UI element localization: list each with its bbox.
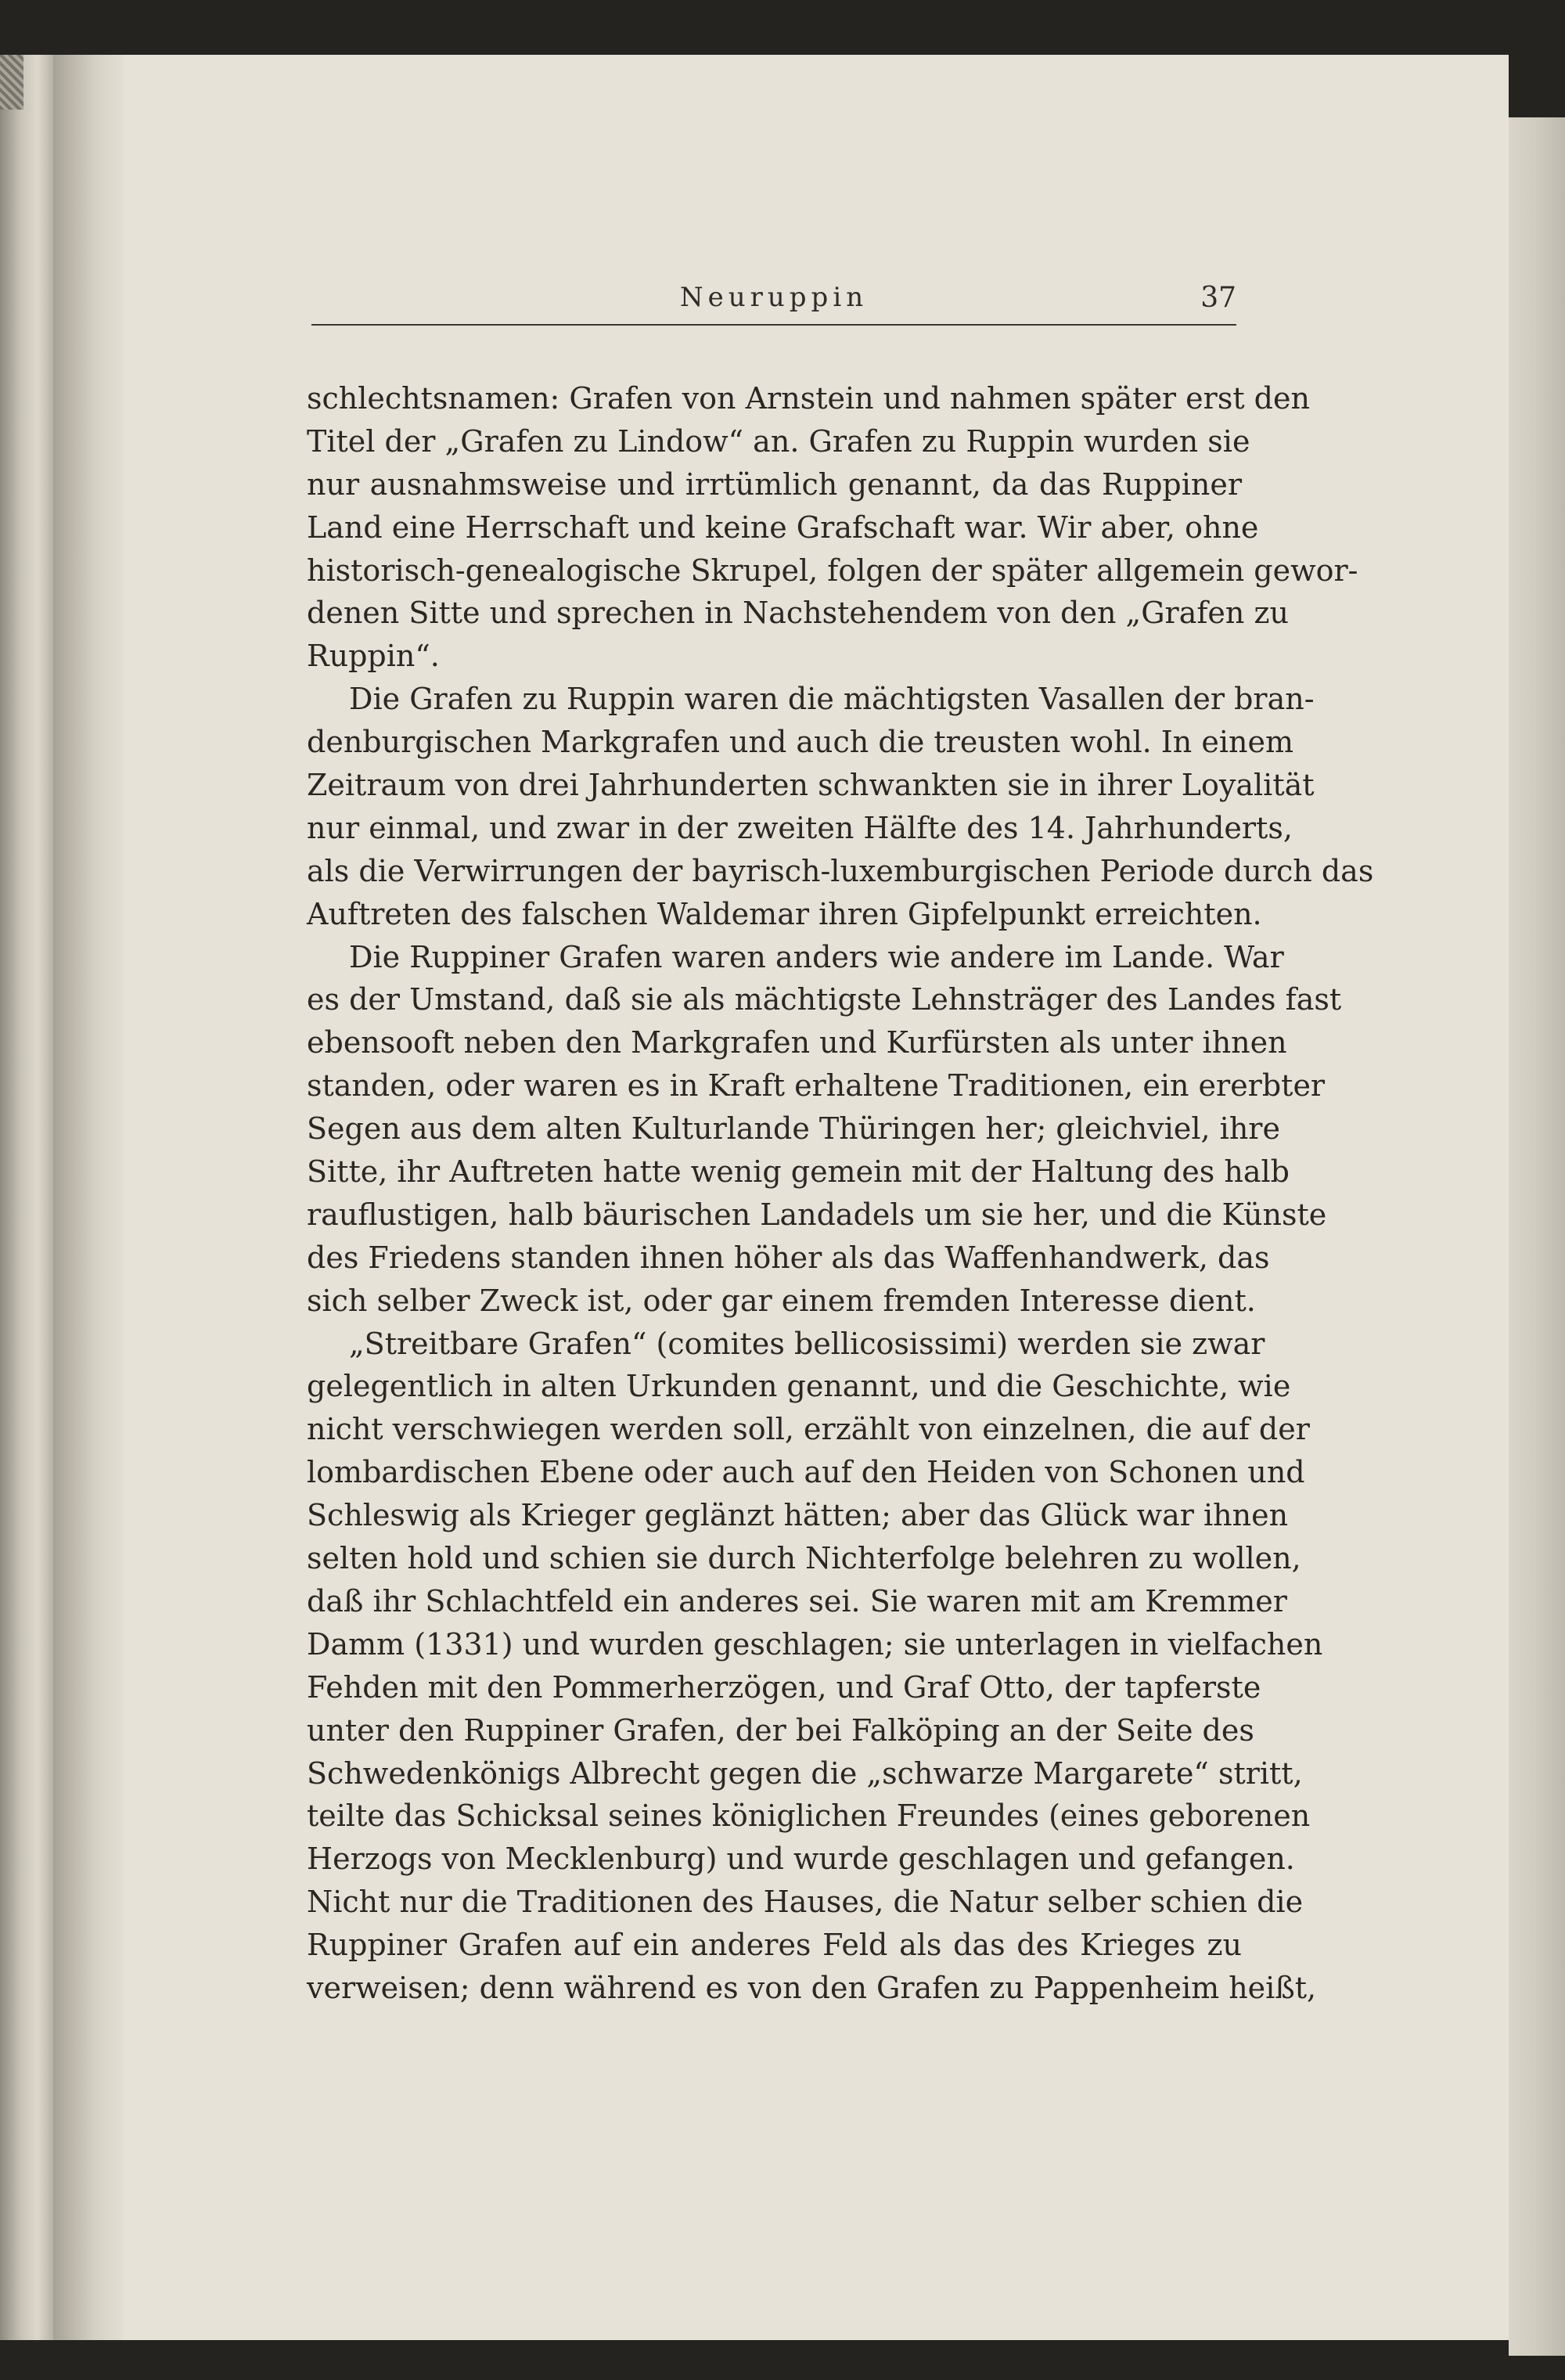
page-number: 37 <box>1200 282 1236 314</box>
text-line: verweisen; denn während es von den Grafen zu Pappenheim heißt, <box>307 1970 1317 2005</box>
text-line: nur einmal, und zwar in der zweiten Hälfte des 14. Jahrhunderts, <box>307 810 1293 845</box>
book-gutter <box>53 55 124 2340</box>
book-cloth-corner <box>0 55 23 110</box>
text-line: Zeitraum von drei Jahrhunderten schwankten sie in ihrer Loyalität <box>307 768 1315 803</box>
text-line: Ruppin“. <box>307 639 440 674</box>
text-line: Die Grafen zu Ruppin waren die mächtigsten Vasallen der bran- <box>349 682 1315 717</box>
text-line: unter den Ruppiner Grafen, der bei Falköping an der Seite des <box>307 1712 1254 1748</box>
text-line: ebensooft neben den Markgrafen und Kurfürsten als unter ihnen <box>307 1025 1287 1060</box>
text-line: denen Sitte und sprechen in Nachstehendem von den „Grafen zu <box>307 596 1289 631</box>
text-line: denburgischen Markgrafen und auch die treusten wohl. In einem <box>307 725 1293 760</box>
text-line: des Friedens standen ihnen höher als das Waffenhandwerk, das <box>307 1240 1270 1275</box>
text-line: selten hold und schien sie durch Nichterfolge belehren zu wollen, <box>307 1541 1301 1576</box>
text-line: Schleswig als Krieger geglänzt hätten; aber das Glück war ihnen <box>307 1498 1289 1533</box>
text-line: nur ausnahmsweise und irrtümlich genannt, da das Ruppiner <box>307 466 1242 502</box>
body-text <box>307 377 1374 2044</box>
text-line: Titel der „Grafen zu Lindow“ an. Grafen zu Ruppin wurden sie <box>307 423 1250 459</box>
text-line: Schwedenkönigs Albrecht gegen die „schwarze Margarete“ stritt, <box>307 1755 1303 1791</box>
text-line: Land eine Herrschaft und keine Grafschaft war. Wir aber, ohne <box>307 509 1259 545</box>
text-line: gelegentlich in alten Urkunden genannt, und die Geschichte, wie <box>307 1369 1291 1404</box>
text-line: Auftreten des falschen Waldemar ihren Gipfelpunkt erreichten. <box>307 896 1262 931</box>
text-line: lombardischen Ebene oder auch auf den Heiden von Schonen und <box>307 1455 1305 1490</box>
text-line: historisch-genealogische Skrupel, folgen der später allgemein gewor- <box>307 553 1358 588</box>
text-line: Nicht nur die Traditionen des Hauses, die Natur selber schien die <box>307 1885 1304 1920</box>
text-line: standen, oder waren es in Kraft erhaltene Traditionen, ein ererbter <box>307 1068 1326 1104</box>
text-line: sich selber Zweck ist, oder gar einem fremden Interesse dient. <box>307 1283 1256 1318</box>
text-line: rauflustigen, halb bäurischen Landadels um sie her, und die Künste <box>307 1197 1327 1232</box>
text-line: nicht verschwiegen werden soll, erzählt von einzelnen, die auf der <box>307 1412 1310 1447</box>
right-page-edge <box>1509 117 1565 2356</box>
text-line: Segen aus dem alten Kulturlande Thüringen her; gleichviel, ihre <box>307 1111 1280 1147</box>
text-line: teilte das Schicksal seines königlichen Freundes (eines geborenen <box>307 1799 1311 1834</box>
text-line: Fehden mit den Pommerherzögen, und Graf Otto, der tapferste <box>307 1669 1261 1705</box>
text-line: Ruppiner Grafen auf ein anderes Feld als das des Krieges zu <box>307 1928 1242 1963</box>
text-line: schlechtsnamen: Grafen von Arnstein und nahmen später erst den <box>307 381 1310 416</box>
text-line: als die Verwirrungen der bayrisch-luxemburgischen Periode durch das <box>307 853 1374 888</box>
left-page-edge <box>0 55 53 2340</box>
text-line: daß ihr Schlachtfeld ein anderes sei. Sie waren mit am Kremmer <box>307 1583 1287 1618</box>
page-header <box>311 282 1236 326</box>
text-line: Die Ruppiner Grafen waren anders wie andere im Lande. War <box>349 939 1284 974</box>
text-line: es der Umstand, daß sie als mächtigste Lehnsträger des Landes fast <box>307 982 1342 1017</box>
text-line: Sitte, ihr Auftreten hatte wenig gemein mit der Haltung des halb <box>307 1154 1290 1190</box>
running-title: Neuruppin <box>679 282 869 313</box>
text-line: Herzogs von Mecklenburg) und wurde geschlagen und gefangen. <box>307 1842 1295 1877</box>
text-line: Damm (1331) und wurden geschlagen; sie unterlagen in vielfachen <box>307 1626 1323 1662</box>
text-line: „Streitbare Grafen“ (comites bellicosissimi) werden sie zwar <box>349 1326 1265 1361</box>
